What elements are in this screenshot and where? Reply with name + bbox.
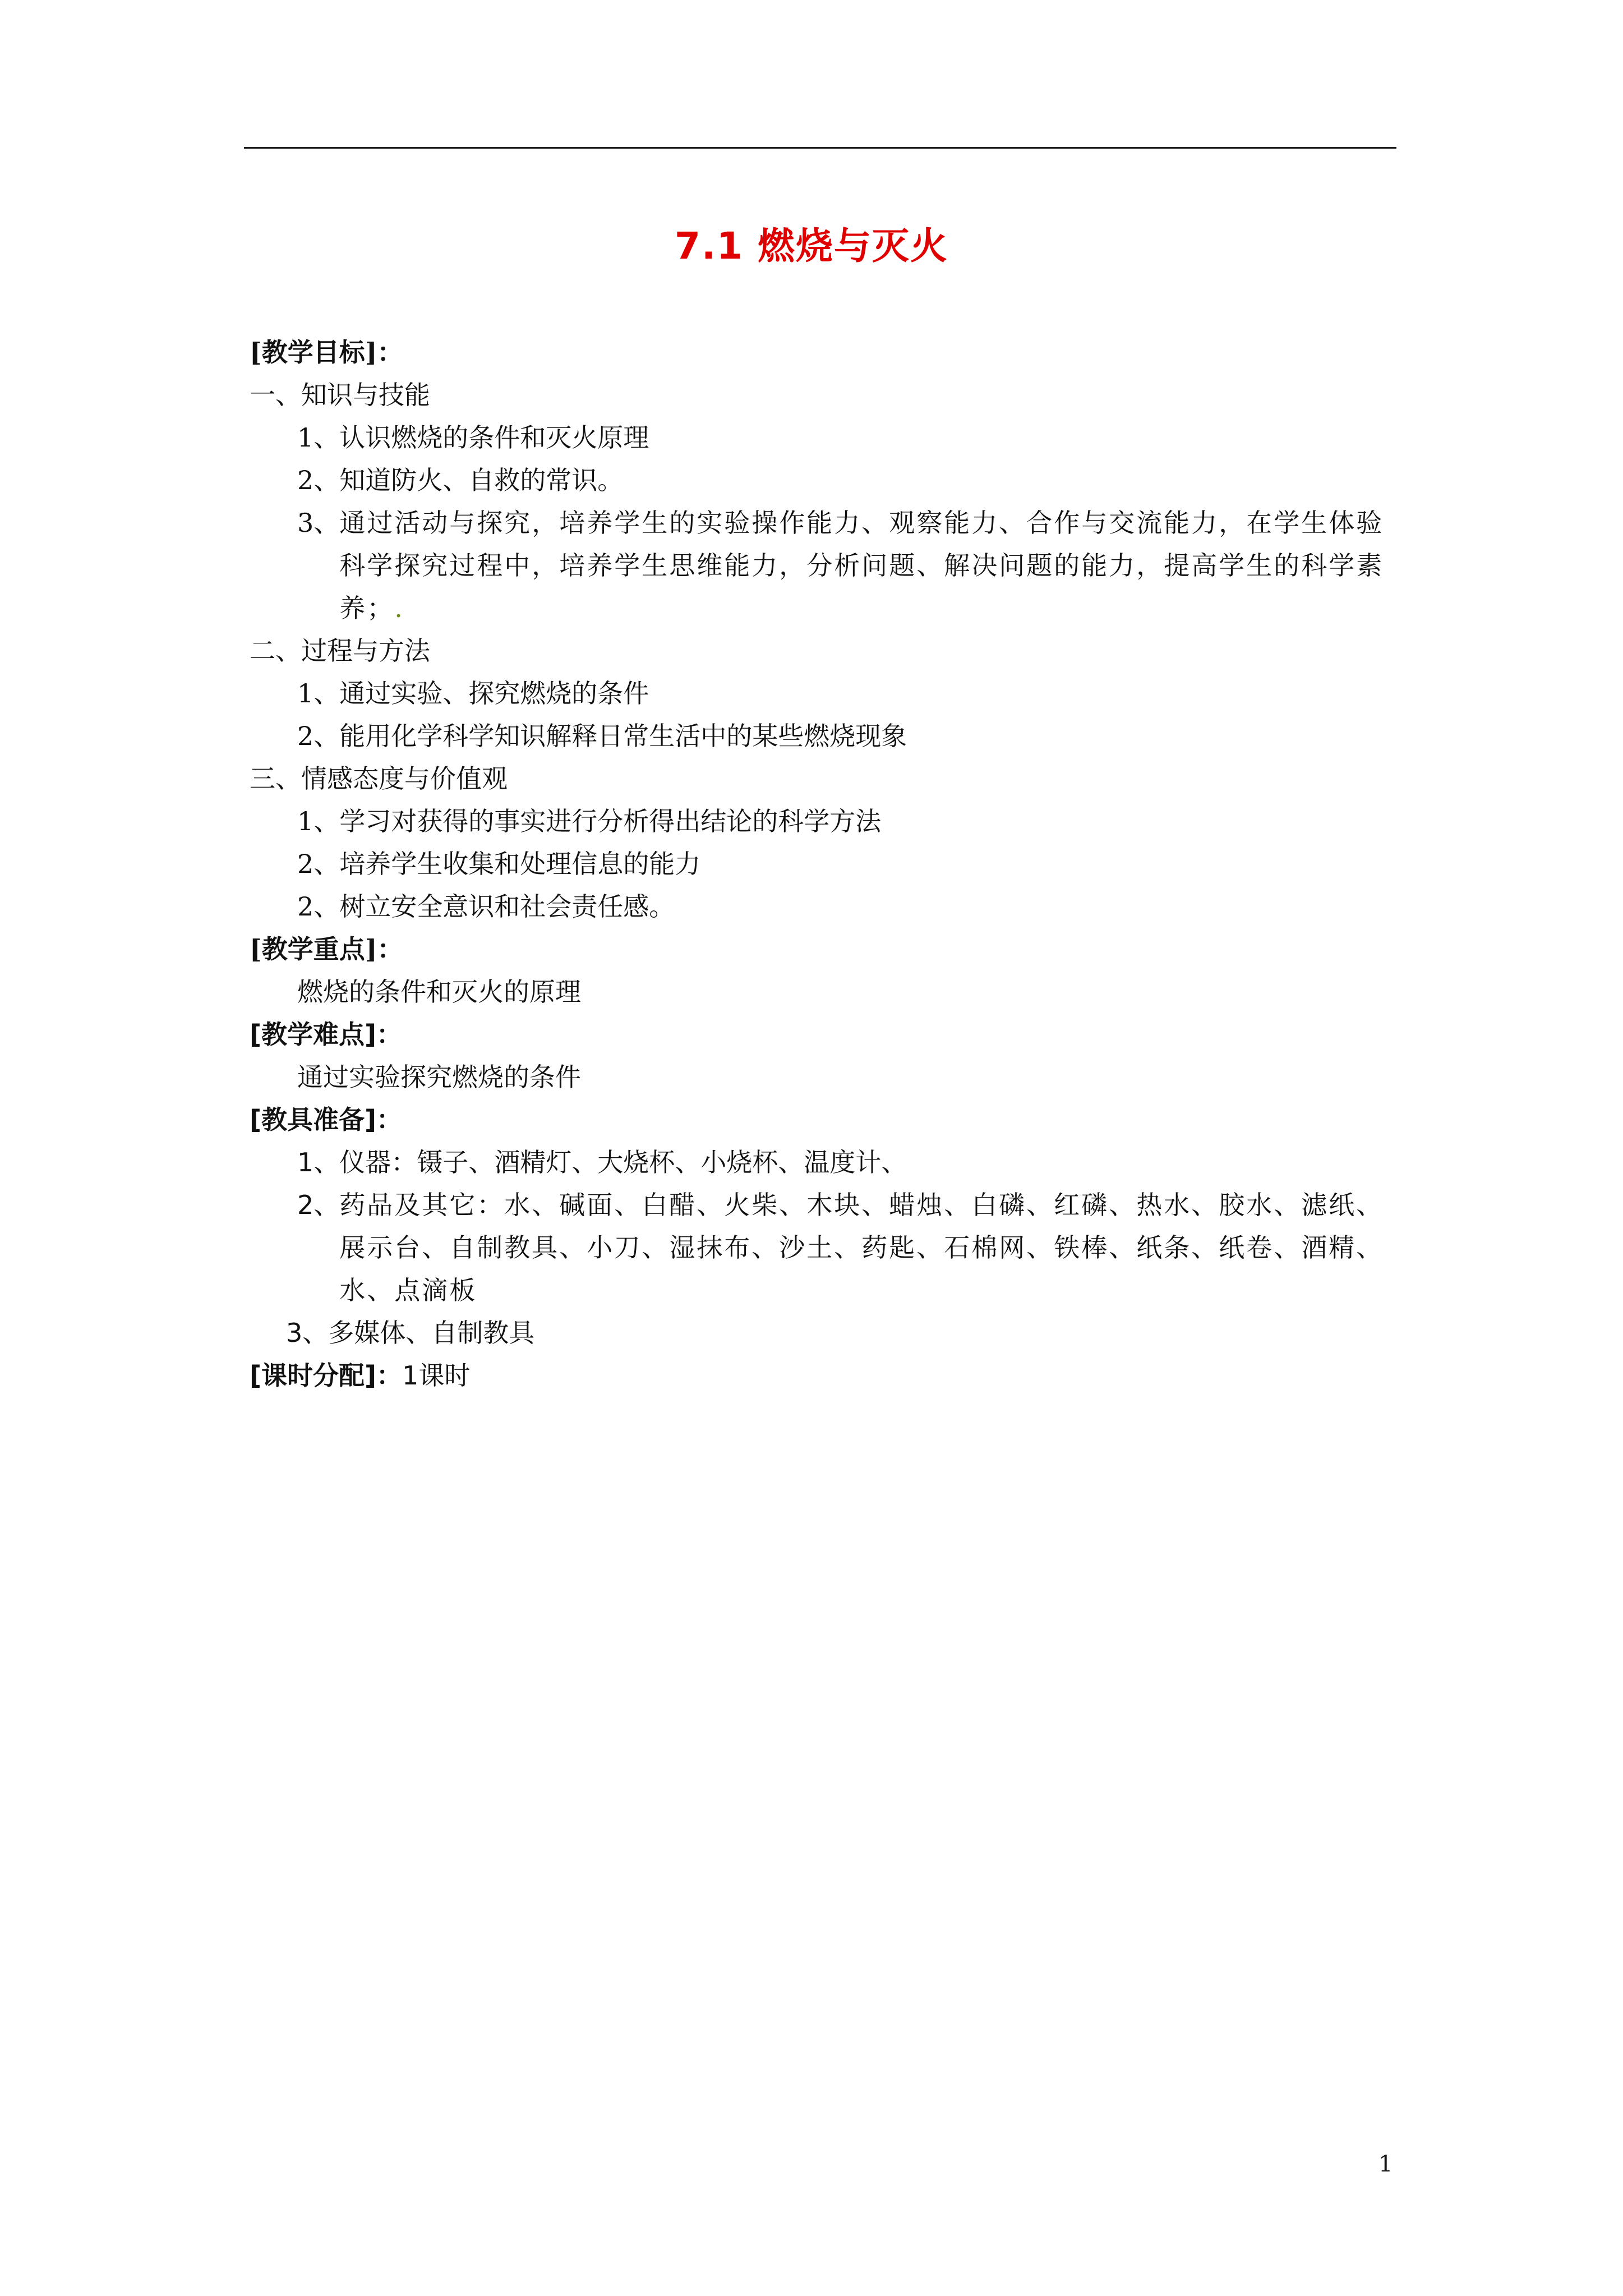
list-item: 2、知道防火、自救的常识。 [297, 465, 624, 495]
key-point-heading: [教学重点]： [250, 934, 403, 964]
document-body [250, 331, 1405, 1397]
list-item-number: 3、 [297, 508, 340, 538]
list-item: 2、能用化学科学知识解释日常生活中的某些燃烧现象 [297, 721, 907, 751]
prep-heading: [教具准备]： [250, 1105, 403, 1135]
difficulty-text: 通过实验探究燃烧的条件 [297, 1062, 581, 1092]
prep-item-media: 3、多媒体、自制教具 [286, 1318, 535, 1348]
difficulty-heading: [教学难点]： [250, 1019, 403, 1050]
time-value: 1课时 [402, 1360, 471, 1391]
list-item-multiline [250, 501, 1405, 629]
section-attitude-title: 三、情感态度与价值观 [250, 763, 508, 794]
list-item: 2、树立安全意识和社会责任感。 [297, 891, 675, 922]
stray-dot: . [394, 593, 404, 623]
section-knowledge-title: 一、知识与技能 [250, 380, 430, 410]
header-rule [244, 147, 1396, 149]
teaching-goals-heading: [教学目标]： [250, 337, 403, 367]
prep-item-materials [250, 1184, 1405, 1312]
list-item-number: 2、 [297, 1190, 340, 1220]
page-number: 1 [1378, 2151, 1393, 2177]
list-item: 1、认识燃烧的条件和灭火原理 [297, 422, 649, 453]
key-point-text: 燃烧的条件和灭火的原理 [297, 977, 581, 1007]
prep-item-instruments: 1、仪器：镊子、酒精灯、大烧杯、小烧杯、温度计、 [297, 1147, 907, 1177]
list-item-text: 药品及其它：水、碱面、白醋、火柴、木块、蜡烛、白磷、红磷、热水、胶水、滤纸、展示台、自制教具、小刀、湿抹布、沙土、药匙、石棉网、铁棒、纸条、纸卷、酒精、水、点滴板 [339, 1190, 1384, 1305]
list-item-text: 通过活动与探究，培养学生的实验操作能力、观察能力、合作与交流能力，在学生体验科学探究过程中，培养学生思维能力，分析问题、解决问题的能力，提高学生的科学素养； [339, 508, 1384, 623]
time-heading: [课时分配]： [250, 1360, 403, 1391]
list-item: 1、学习对获得的事实进行分析得出结论的科学方法 [297, 806, 882, 836]
list-item: 1、通过实验、探究燃烧的条件 [297, 678, 649, 708]
section-process-title: 二、过程与方法 [250, 636, 430, 666]
page-title: 7.1 燃烧与灭火 [675, 224, 948, 268]
time-allocation [250, 1354, 1405, 1397]
list-item: 2、培养学生收集和处理信息的能力 [297, 849, 701, 879]
